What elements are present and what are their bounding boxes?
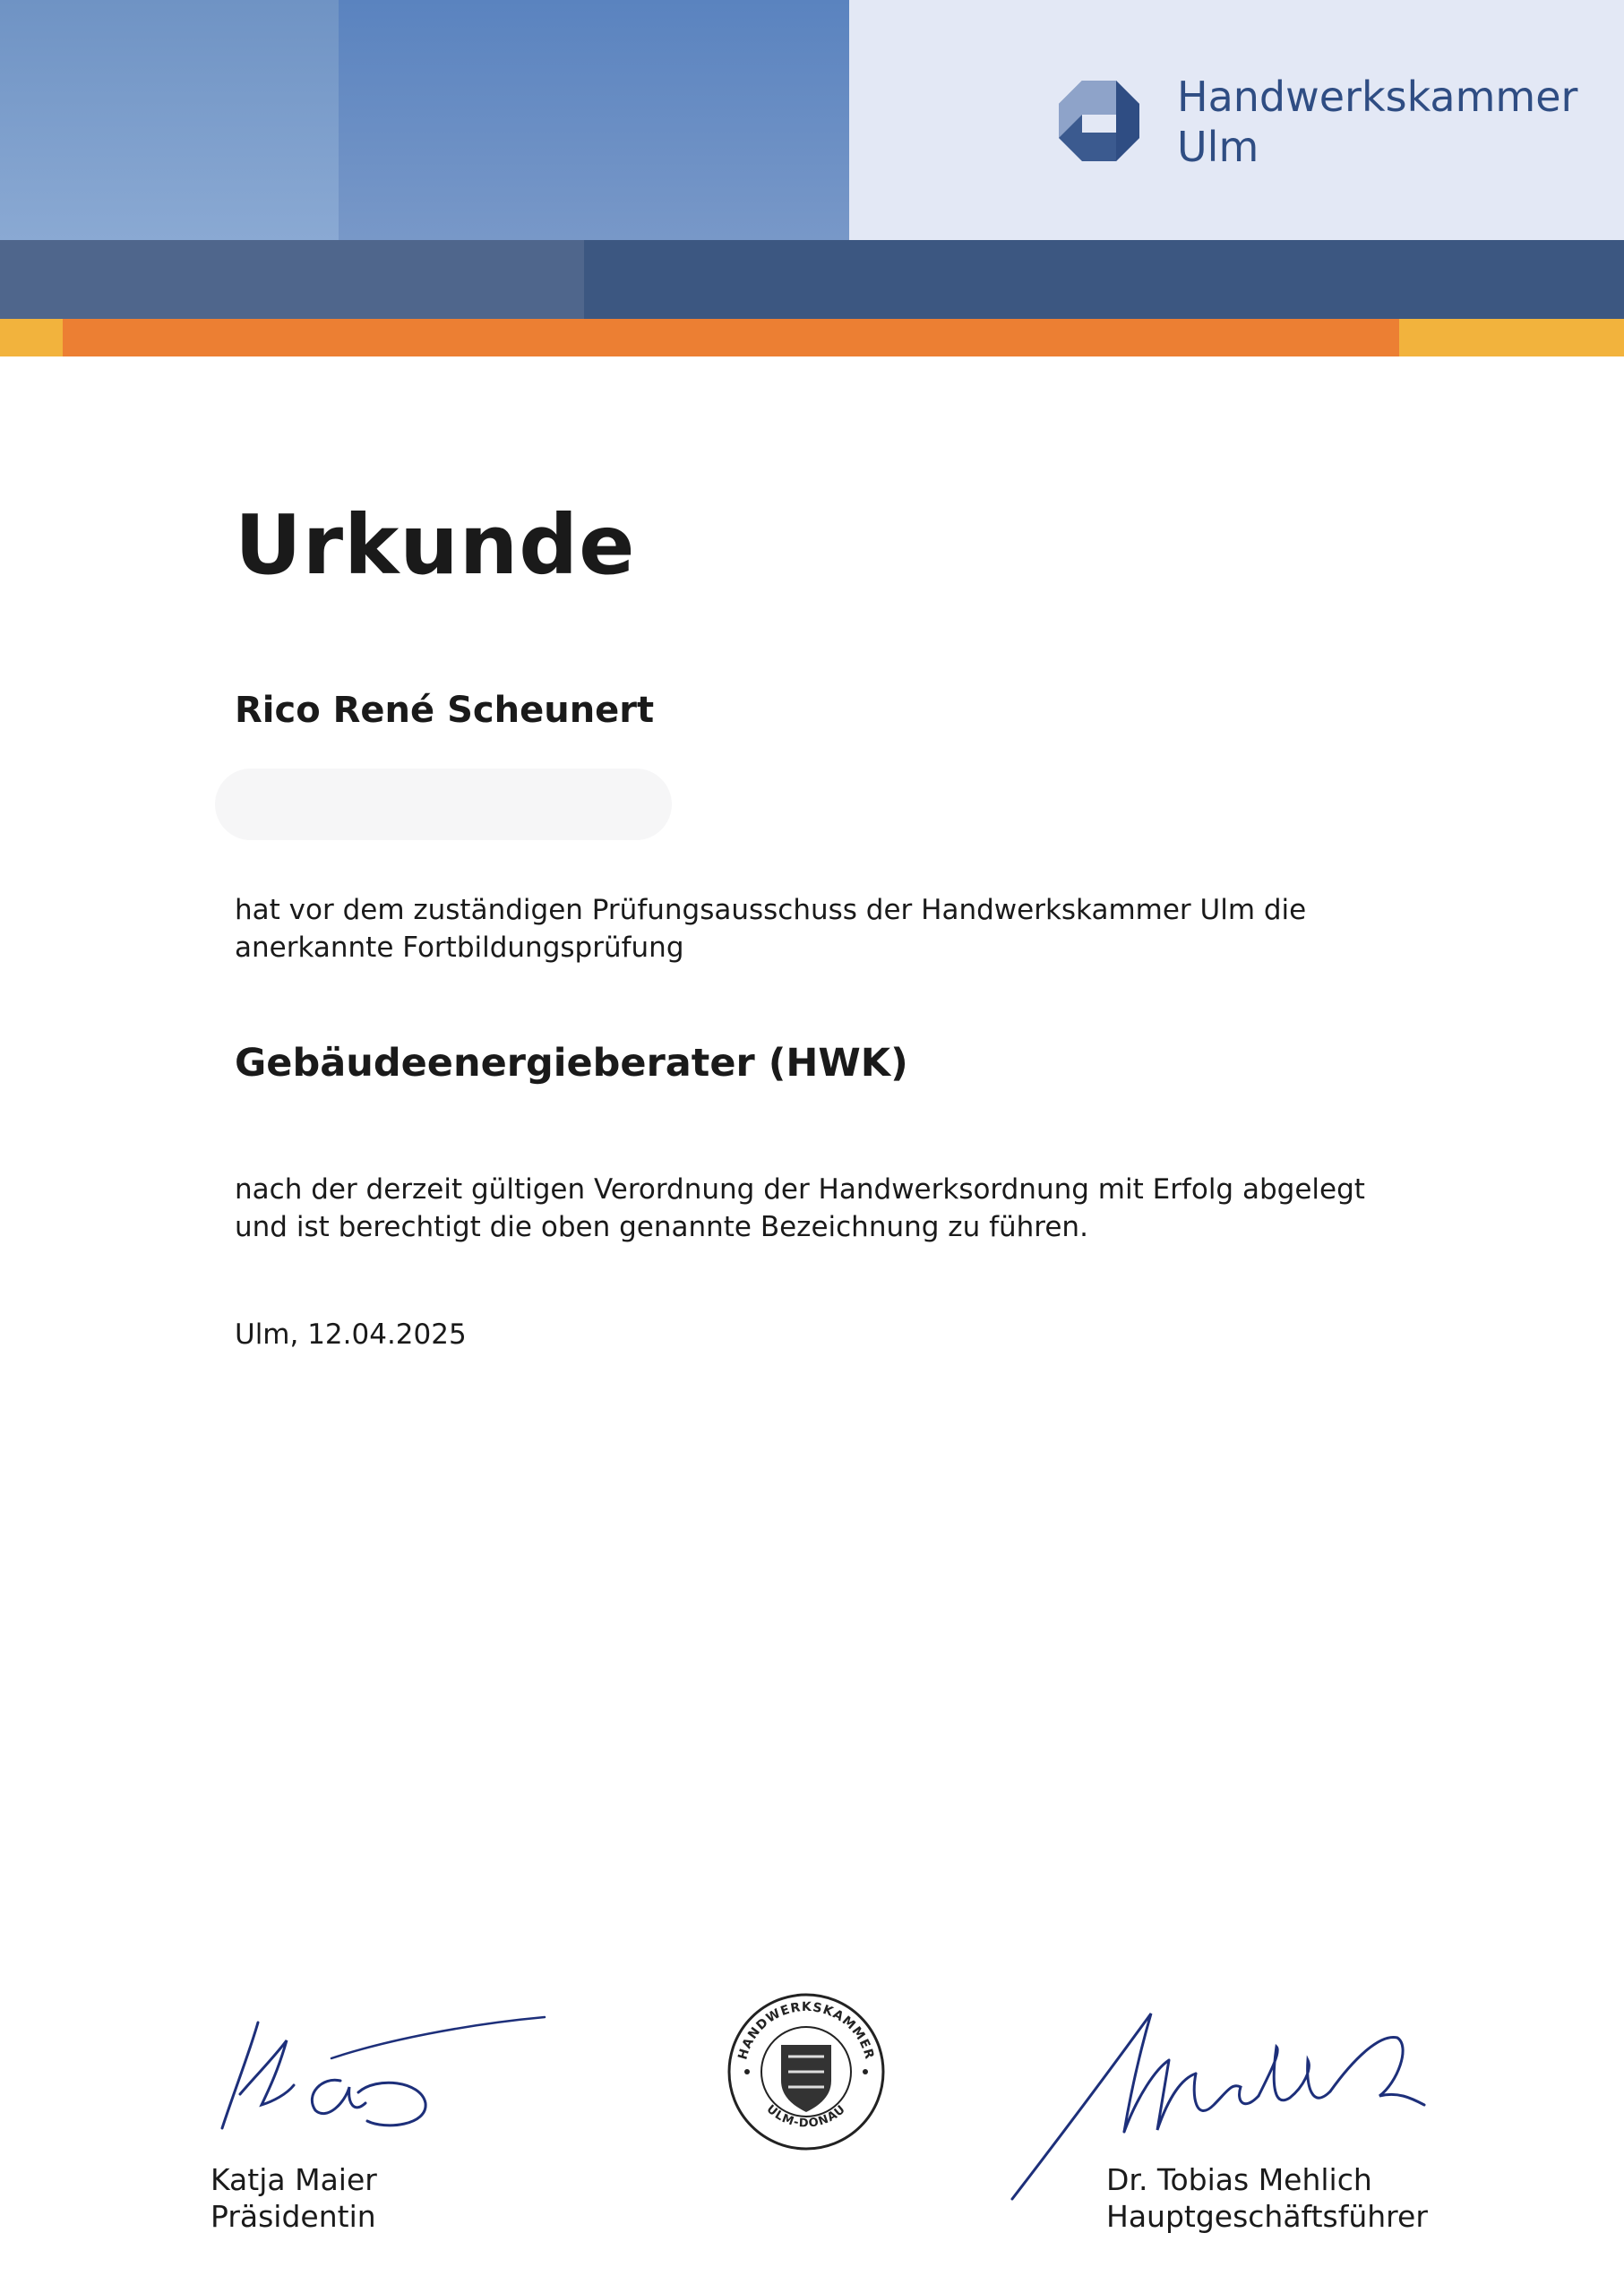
signatory-left-role: Präsidentin (211, 2199, 376, 2234)
coat-of-arms-seal-icon (726, 1987, 887, 2157)
signatory-right-role: Hauptgeschäftsführer (1106, 2199, 1428, 2234)
intro-paragraph: hat vor dem zuständigen Prüfungsausschuss der Handwerkskammer Ulm die anerkannte Fortbildungsprüfung (235, 894, 1307, 964)
svg-text:HANDWERKSKAMMER: HANDWERKSKAMMER (735, 1999, 877, 2062)
header-band-light-blue (0, 0, 339, 240)
certificate-title: Urkunde (235, 497, 636, 593)
signature-left-icon (206, 2005, 564, 2139)
recipient-name: Rico René Scheunert (235, 690, 655, 731)
header-stripe-yellow-left (0, 319, 63, 356)
signatory-right-name: Dr. Tobias Mehlich (1106, 2162, 1372, 2197)
header-band-mid-blue (339, 0, 849, 240)
signatory-right (1106, 2161, 1428, 2235)
signatory-left (211, 2161, 377, 2235)
header-band-navy (584, 240, 1624, 319)
svg-text:ULM-DONAU: ULM-DONAU (763, 2102, 849, 2131)
header-band-slate (0, 240, 584, 319)
hwk-cube-logo-icon (1059, 81, 1139, 161)
organization-name (1177, 72, 1577, 172)
organization-name-line1: Handwerkskammer (1177, 73, 1578, 121)
signatory-left-name: Katja Maier (211, 2162, 377, 2197)
header-stripe-yellow-right (1399, 319, 1624, 356)
redacted-area (215, 769, 672, 840)
place-and-date: Ulm, 12.04.2025 (235, 1318, 467, 1351)
header-stripe-orange (63, 319, 1399, 356)
closing-paragraph: nach der derzeit gültigen Verordnung der Handwerksordnung mit Erfolg abgelegt und ist berechtigt die oben genannte Bezeichnung zu führen. (235, 1173, 1365, 1243)
qualification-title: Gebäudeenergieberater (HWK) (235, 1041, 908, 1086)
organization-name-line2: Ulm (1177, 123, 1259, 171)
certificate-header (0, 0, 1624, 358)
